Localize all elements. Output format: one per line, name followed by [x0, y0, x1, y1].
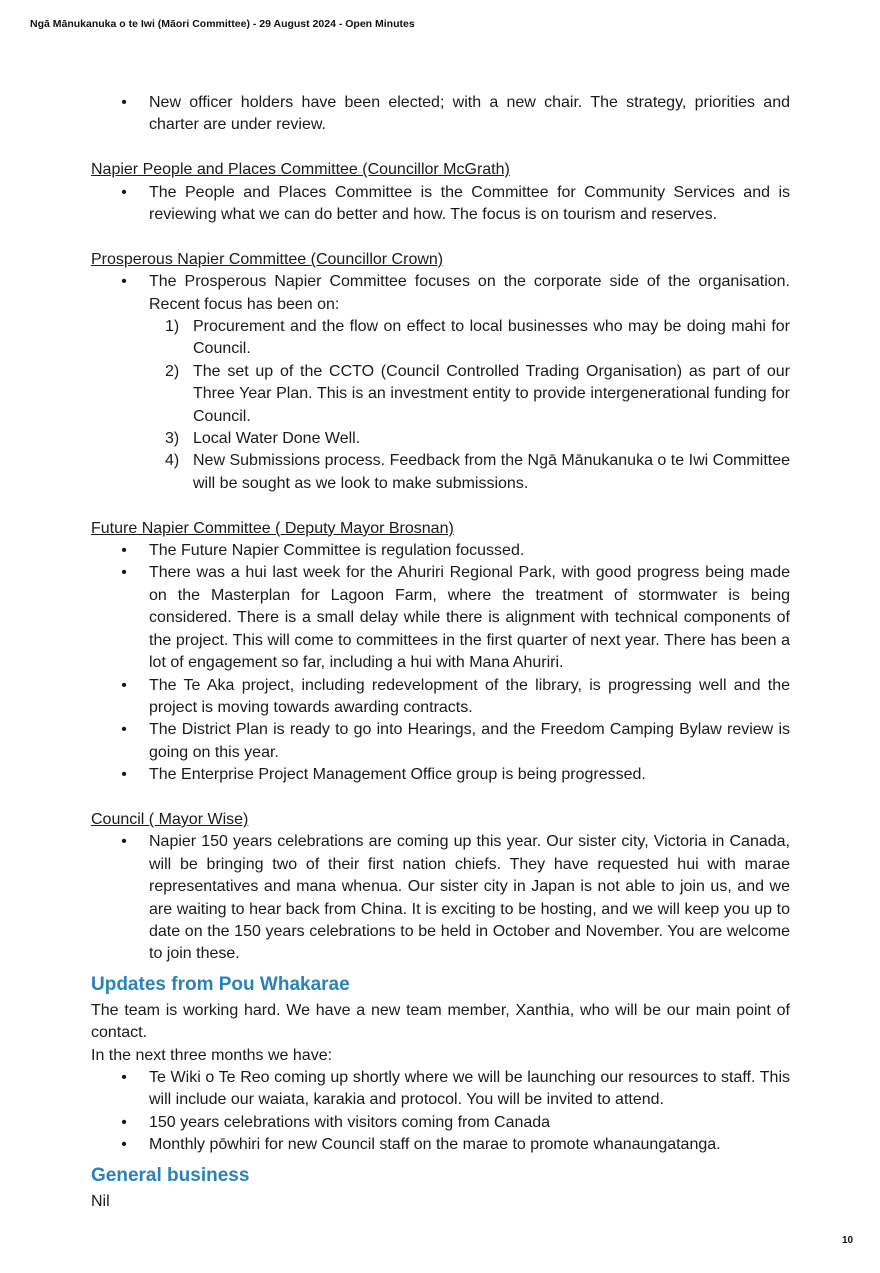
list-item: • Monthly pōwhiri for new Council staff on the marae to promote whanaungatanga. — [149, 1134, 790, 1156]
prosperous-heading: Prosperous Napier Committee (Councillor Crown) — [91, 250, 444, 268]
list-item: • New officer holders have been elected; with a new chair. The strategy, priorities and charter are under review. — [149, 92, 790, 137]
bullet-icon: • — [121, 833, 127, 851]
pou-list — [91, 1067, 790, 1157]
bullet-icon: • — [121, 676, 127, 694]
list-item: • There was a hui last week for the Ahuriri Regional Park, with good progress being made on the Masterplan for Lagoon Farm, where the treatment of stormwater is being considered. There is a small delay while there is alignment with technical components of the project. This will come to committees in the first quarter of next year. There has been a lot of engagement so far, including a hui with Mana Ahuriri. — [149, 562, 790, 674]
numbered-item: 3) Local Water Done Well. — [165, 430, 361, 448]
bullet-icon: • — [121, 564, 127, 582]
bullet-icon: • — [121, 183, 127, 201]
list-item: • The Future Napier Committee is regulation focussed. — [149, 540, 790, 562]
minutes-body — [91, 92, 790, 1213]
prosperous-numbered-list — [149, 316, 790, 495]
list-item: • The People and Places Committee is the Committee for Community Services and is reviewing what we can do better and how. The focus is on tourism and reserves. — [149, 182, 790, 227]
document-header: Ngā Mānukanuka o te Iwi (Māori Committee) - 29 August 2024 - Open Minutes — [30, 18, 415, 30]
pou-para-2: In the next three months we have: — [91, 1046, 333, 1064]
bullet-icon: • — [121, 542, 127, 560]
numbered-item: 2) The set up of the CCTO (Council Controlled Trading Organisation) as part of our Three Year Plan. This is an investment entity to provide intergenerational funding for Council. — [165, 362, 790, 425]
pou-para-1: The team is working hard. We have a new team member, Xanthia, who will be our main point of contact. — [91, 1001, 790, 1042]
future-list — [91, 540, 790, 786]
list-item: • Te Wiki o Te Reo coming up shortly where we will be launching our resources to staff. This will include our waiata, karakia and protocol. You will be invited to attend. — [149, 1067, 790, 1112]
list-item: • Napier 150 years celebrations are coming up this year. Our sister city, Victoria in Canada, will be bringing two of their first nation chiefs. They have requested hui with marae representatives and mana whenua. Our sister city in Japan is not able to join us, and we are waiting to hear back from China. It is exciting to be hosting, and we will keep you up to date on the 150 years celebrations to be held in October and November. You are welcome to join these. — [149, 831, 790, 965]
people-places-list — [91, 182, 790, 227]
bullet-icon: • — [121, 766, 127, 784]
list-item: • The Enterprise Project Management Office group is being progressed. — [149, 764, 790, 786]
intro-bullet-list — [91, 92, 790, 137]
bullet-icon: • — [121, 1069, 127, 1086]
future-heading: Future Napier Committee ( Deputy Mayor Brosnan) — [91, 519, 454, 537]
bullet-icon: • — [121, 94, 127, 111]
numbered-item: 1) Procurement and the flow on effect to local businesses who may be doing mahi for Council. — [165, 318, 790, 358]
bullet-icon: • — [121, 1113, 127, 1131]
page-number: 10 — [842, 1235, 854, 1246]
bullet-icon: • — [121, 721, 127, 739]
council-list — [91, 831, 790, 965]
list-item: • The District Plan is ready to go into Hearings, and the Freedom Camping Bylaw review is going on this year. — [149, 719, 790, 764]
council-heading: Council ( Mayor Wise) — [91, 810, 249, 828]
numbered-item: 4) New Submissions process. Feedback from the Ngā Mānukanuka o te Iwi Committee will be sought as we look to make submissions. — [165, 452, 790, 492]
bullet-icon: • — [121, 1136, 127, 1154]
list-item: • The Prosperous Napier Committee focuses on the corporate side of the organisation. Recent focus has been on: 1) Procurement and the flow on effect to local businesses who may be doing mahi for Council. 2) The set up of the CCTO (Council Controlled Trading Organisation) as part of our Three Year Plan. This is an investment entity to provide intergenerational funding for Council. 3) Local Water Done Well. 4) New Submissions process. Feedback from the Ngā Mānukanuka o te Iwi Committee will be sought as we look to make submissions. — [149, 271, 790, 495]
list-item: • 150 years celebrations with visitors coming from Canada — [149, 1112, 790, 1134]
pou-whakarae-heading: Updates from Pou Whakarae — [91, 973, 350, 995]
people-places-heading: Napier People and Places Committee (Councillor McGrath) — [91, 161, 510, 179]
prosperous-list — [91, 271, 790, 495]
bullet-icon: • — [121, 273, 127, 291]
general-business-text: Nil — [91, 1192, 110, 1210]
general-business-heading: General business — [91, 1164, 250, 1186]
list-item: • The Te Aka project, including redevelopment of the library, is progressing well and the project is moving towards awarding contracts. — [149, 675, 790, 720]
